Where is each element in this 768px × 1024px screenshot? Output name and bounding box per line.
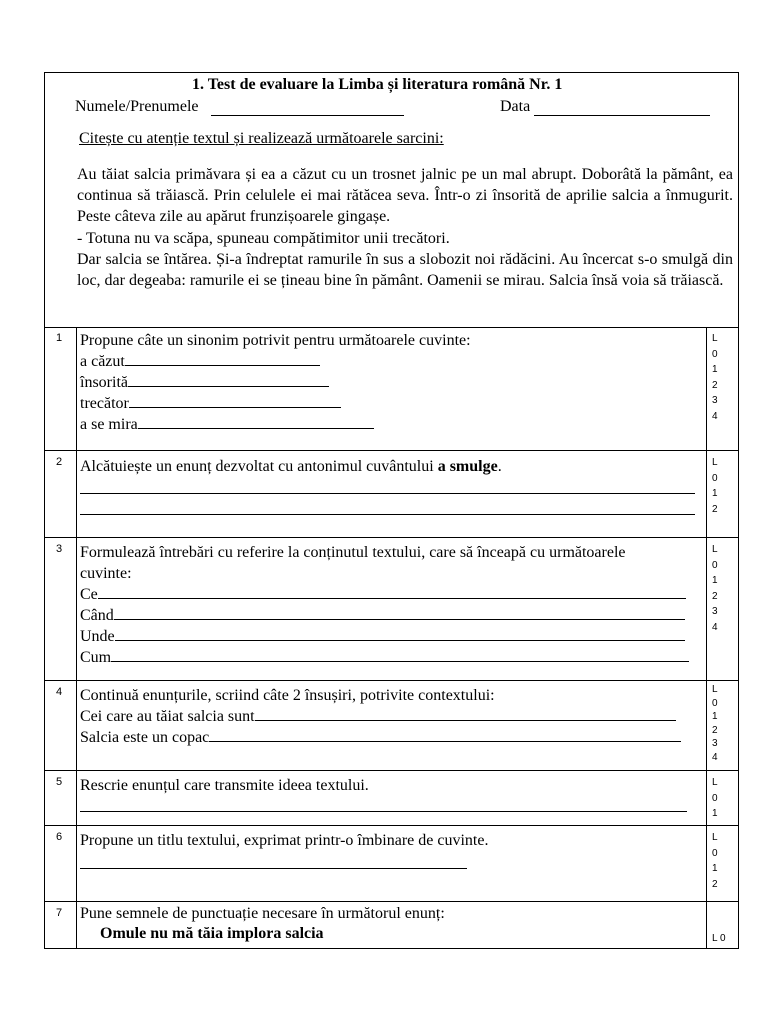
name-field[interactable] [211,101,404,116]
answer-line[interactable] [138,414,374,429]
sentence-start: Cei care au tăiat salcia sunt [80,708,255,725]
question-word: Cum [80,649,112,666]
question-word: Când [80,607,114,624]
task-number: 5 [56,776,63,788]
answer-line[interactable] [80,500,695,515]
task-row [45,826,738,902]
task-number: 3 [56,543,63,555]
task-number: 2 [56,456,63,468]
task-prompt: Formulează întrebări cu referire la conținutul textului, care să înceapă cu următoarele [80,544,626,561]
answer-line[interactable] [255,706,676,721]
task-row [45,771,738,826]
answer-line[interactable] [114,605,685,620]
task-number: 1 [56,332,63,344]
score-scale: L 0 1 [712,777,718,819]
date-label: Data [500,98,531,115]
answer-line[interactable] [98,584,686,599]
test-sheet [44,72,739,949]
text-paragraph-1: Au tăiat salcia primăvara și ea a căzut cu un trosnet jalnic pe un mal abrupt. Doborâtă la pământ, ea continua să trăiască. Prin celulele ei mai rătăcea seva. Într-o zi însorită de aprilie salcia a înmugurit. Peste câteva zile au apărut frunzișoarele gingașe. [77,166,733,225]
question-word: Unde [80,628,115,645]
task-prompt-cont: cuvinte: [80,565,132,582]
page-title: 1. Test de evaluare la Limba și literatura română Nr. 1 [192,76,563,93]
task-row [45,681,738,771]
answer-line[interactable] [80,854,467,869]
answer-line[interactable] [209,727,681,742]
sentence-start: Salcia este un copac [80,729,210,746]
task-prompt: Propune câte un sinonim potrivit pentru următoarele cuvinte: [80,332,471,349]
word-item: a căzut [80,353,125,370]
answer-line[interactable] [128,372,329,387]
instruction: Citește cu atenție textul și realizează următoarele sarcini: [79,130,444,147]
score-scale: L 0 [712,933,726,944]
answer-line[interactable] [80,479,695,494]
answer-line[interactable] [111,647,689,662]
task-row [45,327,738,451]
task-row [45,538,738,681]
score-scale: L 0 1 2 [712,832,718,890]
task-prompt: Continuă enunțurile, scriind câte 2 însușiri, potrivite contextului: [80,687,495,704]
reading-text-2 [77,249,733,291]
answer-line[interactable] [80,797,687,812]
task-prompt: Alcătuiește un enunț dezvoltat cu antonimul cuvântului a smulge. [80,458,502,475]
score-scale: L 0 1 2 3 4 [712,544,718,633]
task-row [45,902,738,948]
task-prompt: Propune un titlu textului, exprimat printr-o îmbinare de cuvinte. [80,832,489,849]
header-block [45,73,738,328]
task-number: 4 [56,686,63,698]
answer-line[interactable] [125,351,320,366]
score-scale: L 0 1 2 3 4 [712,684,718,763]
text-paragraph-3: Dar salcia se întărea. Și-a îndreptat ramurile în sus a slobozit noi rădăcini. Au încercat s-o smulgă din loc, dar degeaba: ramurile ei se țineau bine în pământ. Oamenii se mirau. Salcia însă voia să trăiască. [77,251,733,289]
task-number: 7 [56,907,63,919]
question-word: Ce [80,586,98,603]
date-field[interactable] [534,101,710,116]
score-scale: L 0 1 2 3 4 [712,333,718,422]
score-scale: L 0 1 2 [712,457,718,515]
task-prompt: Rescrie enunțul care transmite ideea textului. [80,777,369,794]
text-paragraph-2: - Totuna nu va scăpa, spuneau compătimitor unii trecători. [77,230,450,247]
task-number: 6 [56,831,63,843]
task-row [45,451,738,538]
task-prompt: Pune semnele de punctuație necesare în următorul enunț: [80,905,445,922]
word-item: trecător [80,395,129,412]
word-item: însorită [80,374,128,391]
name-label: Numele/Prenumele [75,98,199,115]
word-item: a se mira [80,416,138,433]
answer-line[interactable] [129,393,341,408]
reading-text [77,164,733,227]
answer-line[interactable] [115,626,685,641]
punctuation-sentence: Omule nu mă tăia implora salcia [100,925,324,942]
